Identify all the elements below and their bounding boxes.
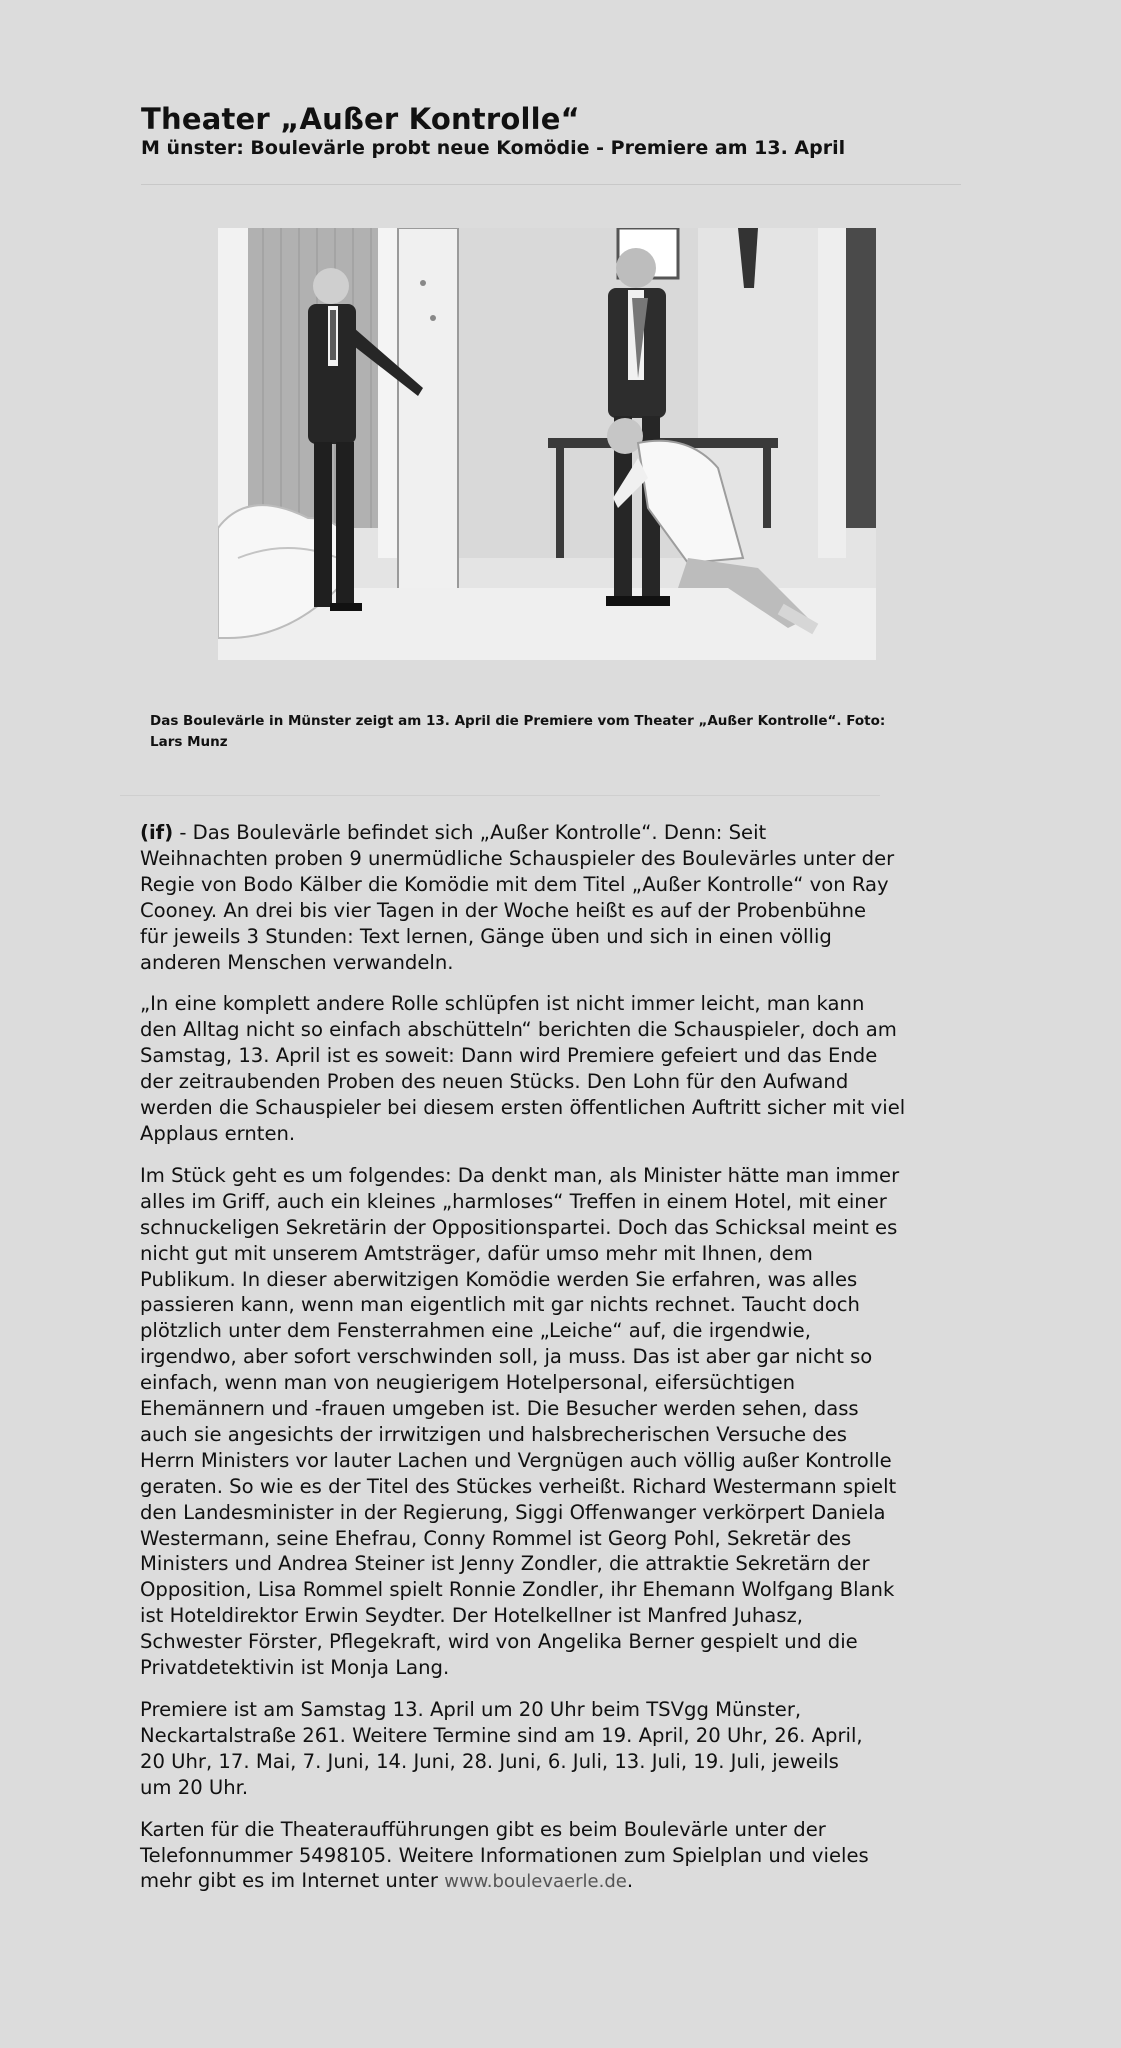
paragraph-5-text: Karten für die Theateraufführungen gibt es beim Boulevärle unter der Telefonnummer 5498105. Weitere Informationen zum Spielplan und vieles mehr gibt es im Internet unter [140,1817,869,1893]
caption-divider [120,795,880,796]
stage-photo-illustration [218,228,876,660]
article-paragraph-5 [140,1817,970,1896]
article-paragraph-4: Premiere ist am Samstag 13. April um 20 Uhr beim TSVgg Münster, Neckartalstraße 261. Weitere Termine sind am 19. April, 20 Uhr, 26. April, 20 Uhr, 17. Mai, 7. Juni, 14. Juni, 28. Juni, 6. Juli, 13. Juli, 19. Juli, jeweils um 20 Uhr. [140,1698,863,1799]
link-suffix: . [626,1869,634,1893]
photo-caption: Das Boulevärle in Münster zeigt am 13. April die Premiere vom Theater „Außer Kontrolle“. Foto: Lars Munz [150,713,886,750]
paragraph-1-text: - Das Boulevärle befindet sich „Außer Kontrolle“. Denn: Seit Weihnachten proben 9 unermüdliche Schauspieler des Boulevärles unter der Regie von Bodo Kälber die Komödie mit dem Titel „Außer Kontrolle“ von Ray Cooney. An drei bis vier Tagen in der Woche heißt es auf der Probenbühne für jeweils 3 Stunden: Text lernen, Gänge üben und sich in einen völlig anderen Menschen verwandeln. [140,821,895,974]
page-title: Theater „Außer Kontrolle“ [141,102,580,137]
top-divider [141,184,961,185]
article-paragraph-3: Im Stück geht es um folgendes: Da denkt man, als Minister hätte man immer alles im Griff, auch ein kleines „harmloses“ Treffen in einem Hotel, mit einer schnuckeligen Sekretärin der Oppositionspartei. Doch das Schicksal meint es nicht gut mit unserem Amtsträger, dafür umso mehr mit Ihnen, dem Publikum. In dieser aberwitzigen Komödie werden Sie erfahren, was alles passieren kann, wenn man eigentlich mit gar nichts rechnet. Taucht doch plötzlich unter dem Fensterrahmen eine „Leiche“ auf, die irgendwie, irgendwo, aber sofort verschwinden soll, ja muss. Das ist aber gar nicht so einfach, wenn man von neugierigem Hotelpersonal, eifersüchtigen Ehemännern und -frauen umgeben ist. Die Besucher werden sehen, dass auch sie angesichts der irrwitzigen und halsbrecherischen Versuche des Herrn Ministers vor lauter Lachen und Vergnügen auch völlig außer Kontrolle geraten. So wie es der Titel des Stückes verheißt. Richard Westermann spielt den Landesminister in der Regierung, Siggi Offenwanger verkörpert Daniela Westermann, seine Ehefrau, Conny Rommel ist Georg Pohl, Sekretär des Ministers und Andrea Steiner ist Jenny Zondler, die attraktie Sekretärn der Opposition, Lisa Rommel spielt Ronnie Zondler, ihr Ehemann Wolfgang Blank ist Hoteldirektor Erwin Seydter. Der Hotelkellner ist Manfred Juhasz, Schwester Förster, Pflegekraft, wird von Angelika Berner gespielt und die Privatdetektivin ist Monja Lang. [140,1163,900,1680]
stage-photo [218,228,876,660]
author-tag: (if) [140,821,174,844]
article-paragraph-2: „In eine komplett andere Rolle schlüpfen ist nicht immer leicht, man kann den Alltag nicht so einfach abschütteln“ berichten die Schauspieler, doch am Samstag, 13. April ist es soweit: Dann wird Premiere gefeiert und das Ende der zeitraubenden Proben des neuen Stücks. Den Lohn für den Aufwand werden die Schauspieler bei diesem ersten öffentlichen Auftritt sicher mit viel Applaus ernten. [140,992,906,1145]
article-body [140,820,970,1911]
website-link[interactable]: www.boulevaerle.de [444,1871,627,1893]
article-paragraph-1 [140,820,970,975]
page-subtitle: M ünster: Boulevärle probt neue Komödie - Premiere am 13. April [141,137,846,159]
